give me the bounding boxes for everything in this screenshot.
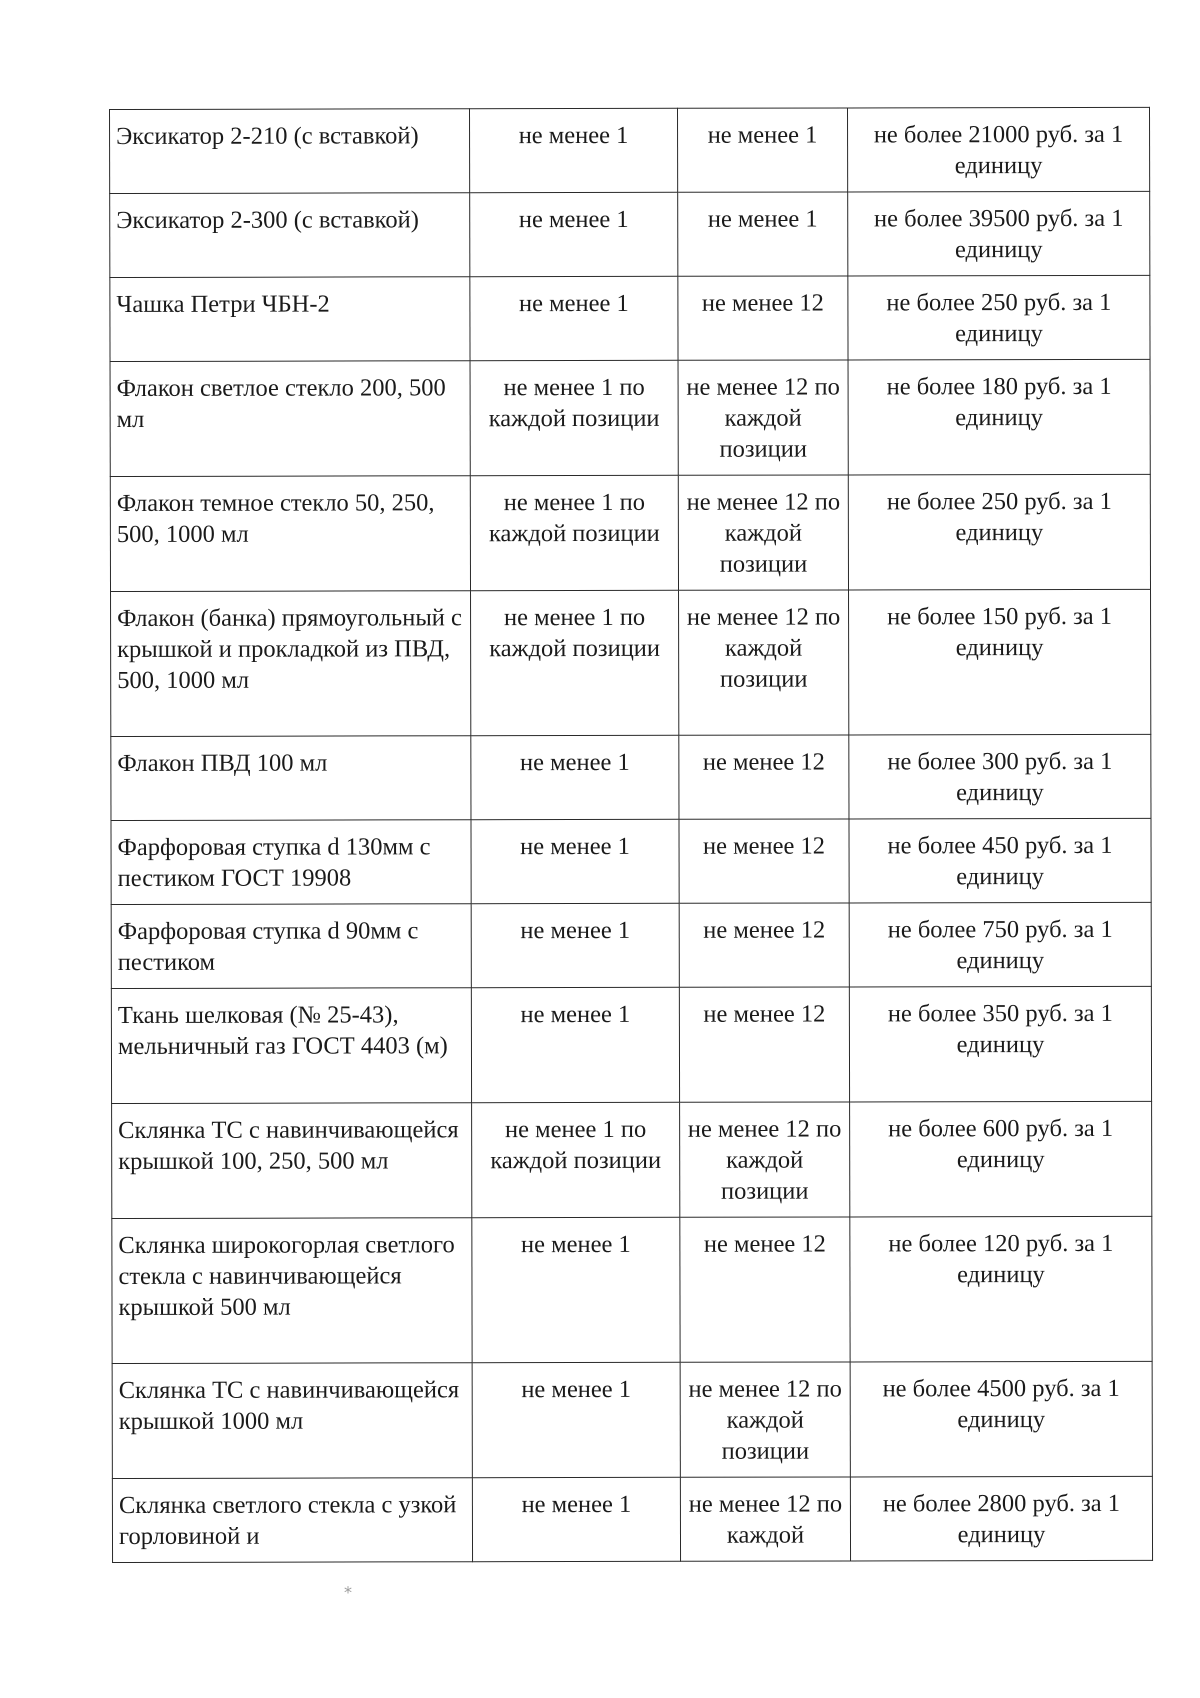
min-quantity-cell: не менее 1 по каждой позиции — [470, 360, 678, 475]
min-quantity-cell: не менее 1 по каждой позиции — [472, 1102, 680, 1217]
price-limit-cell: не более 300 руб. за 1 единицу — [849, 734, 1151, 819]
pack-quantity-cell: не менее 1 — [677, 108, 847, 192]
item-name-cell: Флакон ПВД 100 мл — [111, 736, 471, 821]
price-limit-cell: не более 450 руб. за 1 единицу — [849, 818, 1151, 903]
pack-quantity-cell: не менее 12 — [679, 819, 849, 903]
min-quantity-cell: не менее 1 — [472, 1217, 680, 1362]
item-name-cell: Склянка ТС с навинчивающейся крышкой 1000 мл — [112, 1363, 472, 1479]
item-name-cell: Фарфоровая ступка d 90мм с пестиком — [111, 904, 471, 989]
min-quantity-cell: не менее 1 — [472, 1362, 680, 1477]
table-row — [111, 818, 1151, 904]
table-row — [112, 1476, 1152, 1562]
table-body — [110, 107, 1153, 1562]
min-quantity-cell: не менее 1 по каждой позиции — [471, 590, 679, 735]
item-name-cell: Чашка Петри ЧБН-2 — [110, 277, 470, 362]
price-limit-cell: не более 4500 руб. за 1 единицу — [850, 1361, 1152, 1477]
table-row — [110, 275, 1150, 361]
item-name-cell: Склянка светлого стекла с узкой горловиной и — [112, 1478, 472, 1563]
item-name-cell: Флакон (банка) прямоугольный с крышкой и прокладкой из ПВД, 500, 1000 мл — [111, 591, 471, 737]
pack-quantity-cell: не менее 12 по каждой позиции — [678, 475, 848, 590]
price-limit-cell: не более 21000 руб. за 1 единицу — [847, 107, 1149, 192]
item-name-cell: Эксикатор 2-210 (с вставкой) — [110, 109, 470, 194]
pack-quantity-cell: не менее 12 — [679, 903, 849, 987]
min-quantity-cell: не менее 1 по каждой позиции — [470, 475, 678, 590]
item-name-cell: Флакон темное стекло 50, 250, 500, 1000 мл — [110, 476, 470, 592]
table-row — [110, 474, 1150, 591]
min-quantity-cell: не менее 1 — [471, 819, 679, 903]
pack-quantity-cell: не менее 12 — [679, 735, 849, 819]
table-row — [110, 191, 1150, 277]
price-limit-cell: не более 180 руб. за 1 единицу — [848, 359, 1150, 475]
pack-quantity-cell: не менее 12 по каждой позиции — [679, 590, 849, 735]
min-quantity-cell: не менее 1 — [472, 1477, 680, 1561]
price-limit-cell: не более 600 руб. за 1 единицу — [850, 1101, 1152, 1217]
pack-quantity-cell: не менее 1 — [678, 192, 848, 276]
min-quantity-cell: не менее 1 — [470, 276, 678, 360]
min-quantity-cell: не менее 1 — [470, 108, 678, 192]
table-row — [111, 986, 1151, 1103]
table-row — [111, 589, 1151, 736]
scan-speck: ⁎ — [344, 1578, 352, 1597]
pack-quantity-cell: не менее 12 — [678, 276, 848, 360]
item-name-cell: Склянка ТС с навинчивающейся крышкой 100, 250, 500 мл — [112, 1103, 472, 1219]
table-row — [112, 1101, 1152, 1218]
pack-quantity-cell: не менее 12 по каждой позиции — [678, 360, 848, 475]
price-limit-cell: не более 150 руб. за 1 единицу — [849, 589, 1151, 735]
table-row — [112, 1361, 1152, 1478]
pack-quantity-cell: не менее 12 по каждой позиции — [680, 1362, 850, 1477]
pack-quantity-cell: не менее 12 по каждой — [680, 1477, 850, 1561]
price-limit-cell: не более 39500 руб. за 1 единицу — [848, 191, 1150, 276]
price-limit-cell: не более 250 руб. за 1 единицу — [848, 275, 1150, 360]
item-name-cell: Склянка широкогорлая светлого стекла с навинчивающейся крышкой 500 мл — [112, 1218, 472, 1364]
min-quantity-cell: не менее 1 — [470, 192, 678, 276]
price-limit-cell: не более 350 руб. за 1 единицу — [849, 986, 1151, 1102]
table-row — [110, 107, 1150, 193]
item-name-cell: Фарфоровая ступка d 130мм с пестиком ГОСТ 19908 — [111, 820, 471, 905]
table-row — [112, 1216, 1152, 1363]
min-quantity-cell: не менее 1 — [471, 987, 679, 1102]
price-limit-cell: не более 2800 руб. за 1 единицу — [850, 1476, 1152, 1561]
min-quantity-cell: не менее 1 — [471, 735, 679, 819]
table-row — [110, 359, 1150, 476]
item-name-cell: Ткань шелковая (№ 25-43), мельничный газ ГОСТ 4403 (м) — [111, 988, 471, 1104]
item-name-cell: Эксикатор 2-300 (с вставкой) — [110, 193, 470, 278]
price-limit-cell: не более 750 руб. за 1 единицу — [849, 902, 1151, 987]
price-limit-cell: не более 250 руб. за 1 единицу — [848, 474, 1150, 590]
price-limit-cell: не более 120 руб. за 1 единицу — [850, 1216, 1152, 1362]
table-row — [111, 734, 1151, 820]
pack-quantity-cell: не менее 12 по каждой позиции — [680, 1102, 850, 1217]
item-name-cell: Флакон светлое стекло 200, 500 мл — [110, 361, 470, 477]
procurement-table — [109, 107, 1153, 1563]
pack-quantity-cell: не менее 12 — [679, 987, 849, 1102]
table-row — [111, 902, 1151, 988]
pack-quantity-cell: не менее 12 — [680, 1217, 850, 1362]
min-quantity-cell: не менее 1 — [471, 903, 679, 987]
